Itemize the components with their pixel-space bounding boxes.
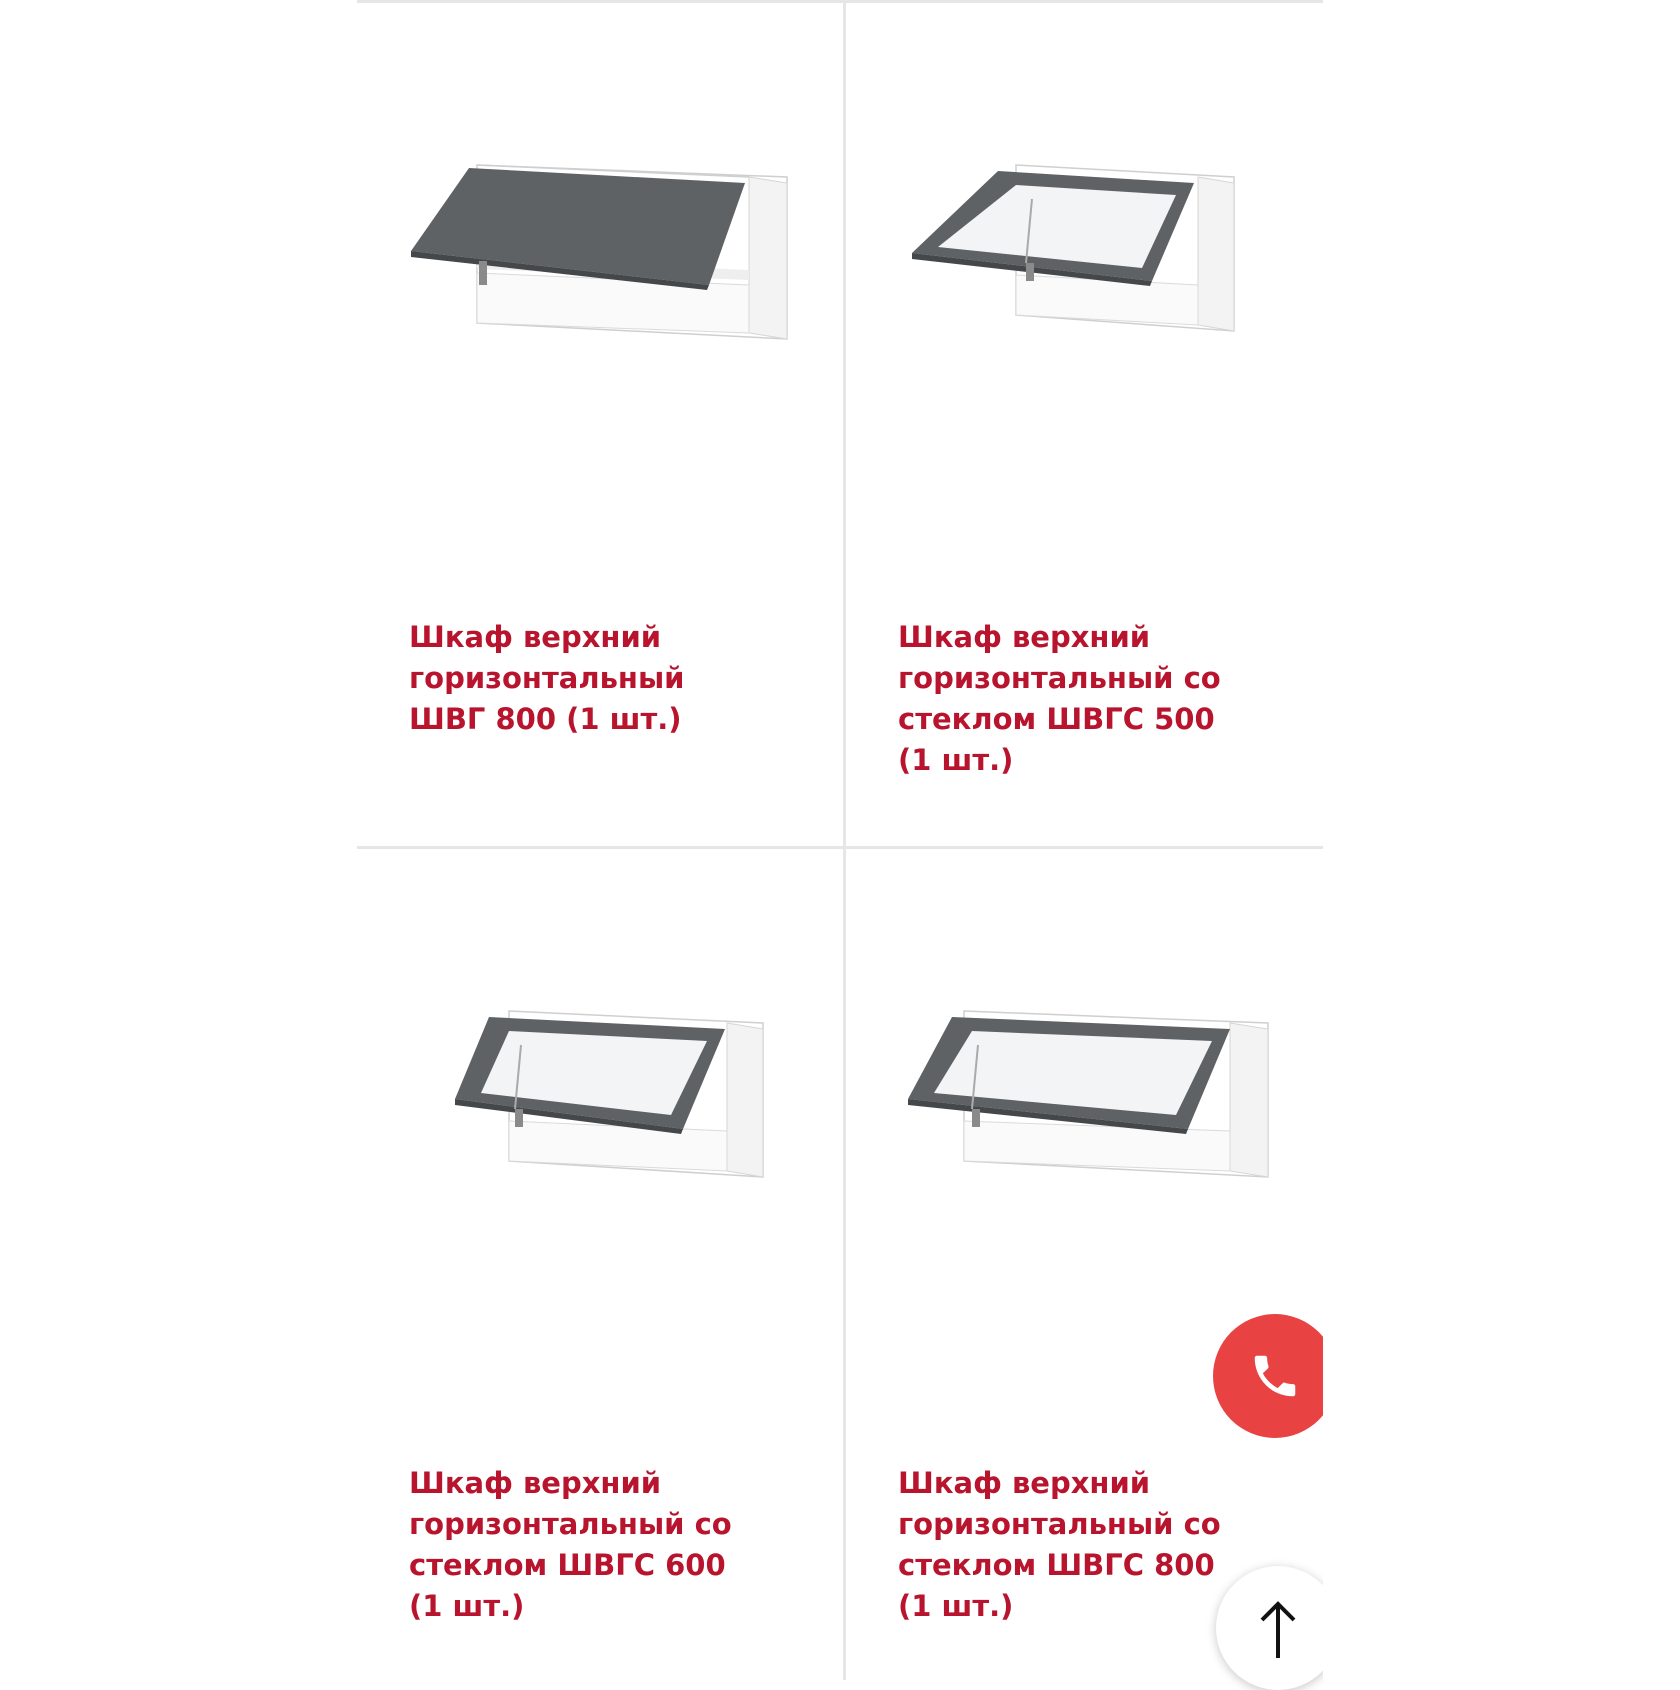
product-card[interactable]: [846, 3, 1323, 849]
product-card[interactable]: [846, 849, 1323, 1680]
product-title[interactable]: Шкаф верхний горизонтальный ШВГ 800 (1 шт.): [409, 620, 685, 736]
cabinet-solid-door-image: [409, 123, 791, 503]
product-card[interactable]: [357, 849, 843, 1680]
phone-icon: [1248, 1349, 1302, 1403]
product-grid: [357, 0, 1323, 1680]
product-image[interactable]: [409, 123, 791, 503]
cabinet-glass-door-image: [898, 123, 1280, 503]
arrow-up-icon: [1253, 1600, 1303, 1658]
product-image[interactable]: [898, 969, 1280, 1349]
cabinet-glass-door-image: [409, 969, 791, 1349]
product-card[interactable]: [357, 3, 843, 849]
right-margin: [1323, 0, 1680, 1680]
product-image[interactable]: [898, 123, 1280, 503]
scroll-to-top-button[interactable]: [1216, 1566, 1340, 1690]
call-button[interactable]: [1213, 1314, 1337, 1438]
product-title[interactable]: Шкаф верхний горизонтальный со стеклом ШВГС 500 (1 шт.): [898, 620, 1221, 777]
product-image[interactable]: [409, 969, 791, 1349]
product-title[interactable]: Шкаф верхний горизонтальный со стеклом ШВГС 600 (1 шт.): [409, 1466, 732, 1623]
product-title[interactable]: Шкаф верхний горизонтальный со стеклом ШВГС 800 (1 шт.): [898, 1466, 1221, 1623]
cabinet-glass-door-image: [898, 969, 1280, 1349]
